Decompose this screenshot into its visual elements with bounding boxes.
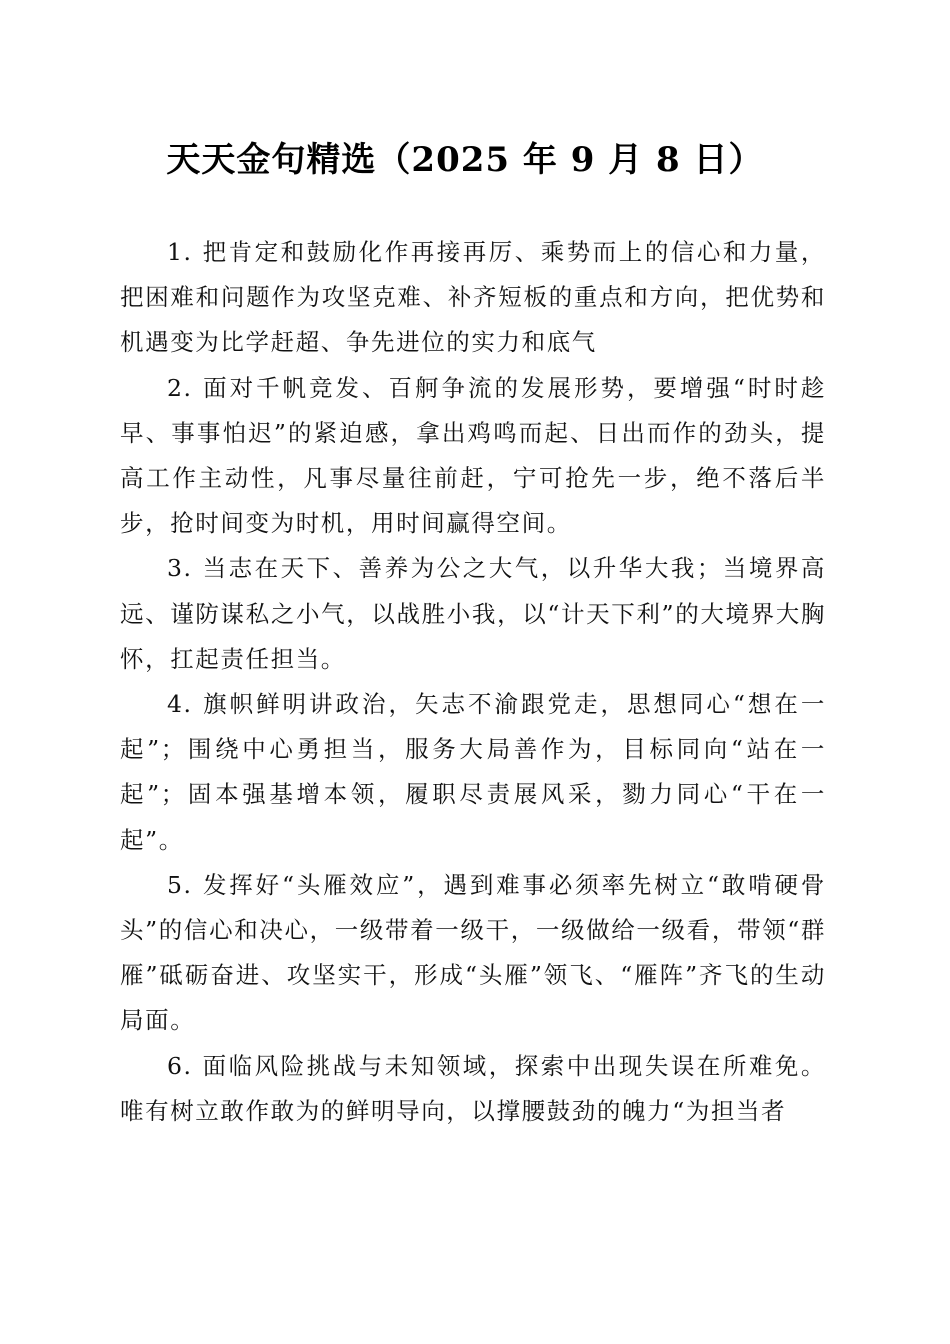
paragraph-2: 2. 面对千帆竞发、百舸争流的发展形势，要增强“时时趁早、事事怕迟”的紧迫感，拿出鸡鸣而起、日出而作的劲头，提高工作主动性，凡事尽量往前赶，宁可抢先一步，绝不落后半步，抢时间变为时机，用时间赢得空间。 — [120, 373, 826, 538]
paragraph-5: 5. 发挥好“头雁效应”，遇到难事必须率先树立“敢啃硬骨头”的信心和决心，一级带着一级干，一级做给一级看，带领“群雁”砥砺奋进、攻坚实干，形成“头雁”领飞、“雁阵”齐飞的生动局面。 — [120, 870, 826, 1035]
paragraph-1: 1. 把肯定和鼓励化作再接再厉、乘势而上的信心和力量，把困难和问题作为攻坚克难、补齐短板的重点和方向，把优势和机遇变为比学赶超、争先进位的实力和底气 — [120, 238, 826, 357]
document-title: 天天金句精选（2025 年 9 月 8 日） — [166, 140, 764, 180]
paragraph-3: 3. 当志在天下、善养为公之大气，以升华大我；当境界高远、谨防谋私之小气，以战胜小我，以“计天下利”的大境界大胸怀，扛起责任担当。 — [120, 554, 826, 673]
paragraph-6: 6. 面临风险挑战与未知领域，探索中出现失误在所难免。唯有树立敢作敢为的鲜明导向，以撑腰鼓劲的魄力“为担当者 — [120, 1051, 826, 1125]
paragraph-4: 4. 旗帜鲜明讲政治，矢志不渝跟党走，思想同心“想在一起”；围绕中心勇担当，服务大局善作为，目标同向“站在一起”；固本强基增本领，履职尽责展风采，勠力同心“干在一起”。 — [120, 690, 826, 854]
document-body — [120, 230, 826, 1134]
